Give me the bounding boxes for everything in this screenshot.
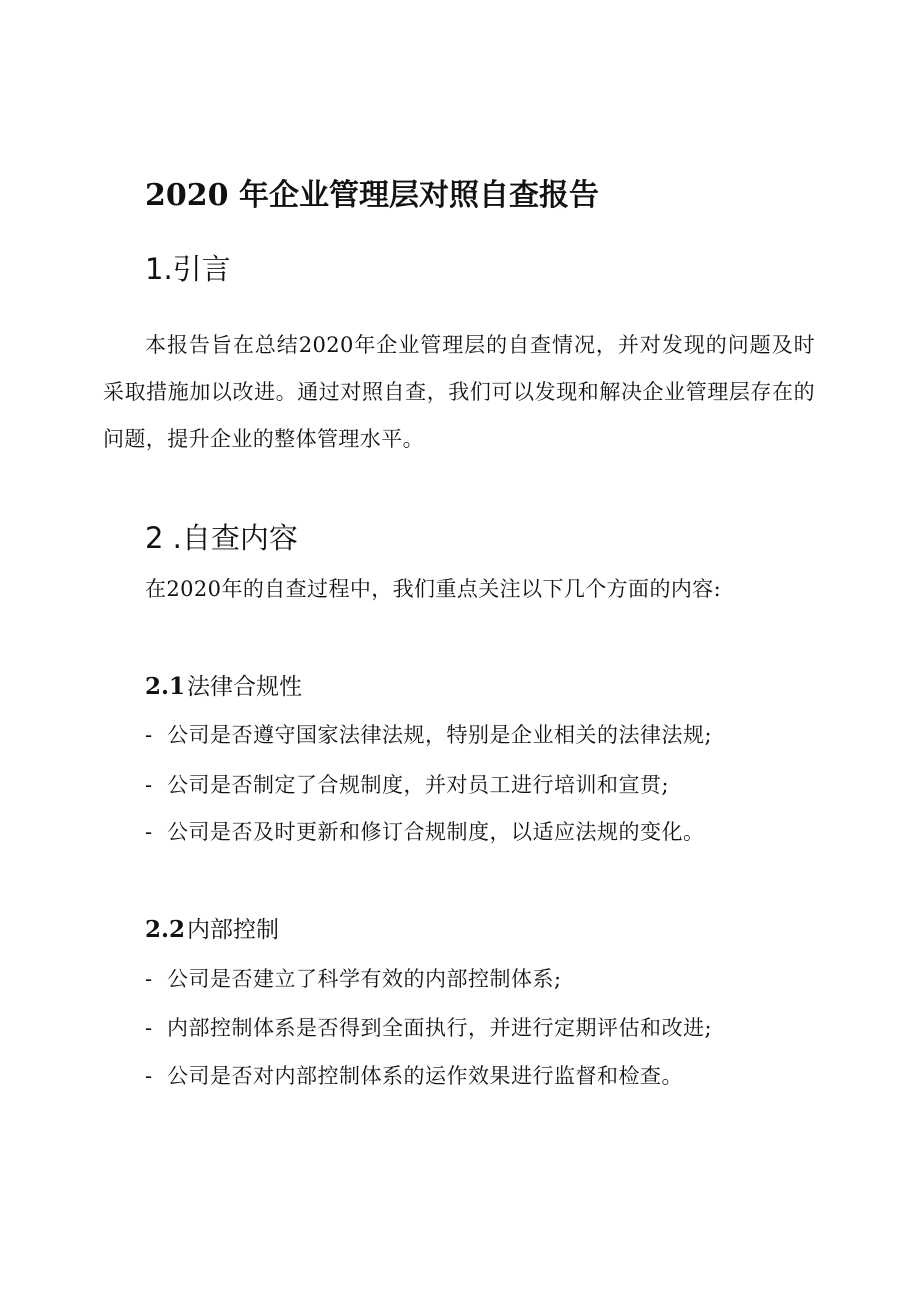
list-item — [145, 767, 669, 803]
list-item — [145, 1058, 683, 1094]
list-item-text: 公司是否遵守国家法律法规，特别是企业相关的法律法规; — [167, 723, 713, 747]
section-2-intro: 在2020年的自查过程中，我们重点关注以下几个方面的内容: — [145, 577, 722, 601]
bullet-dash: - — [145, 773, 153, 797]
list-item — [145, 717, 712, 753]
subsection-2-2-number: 2.2 — [145, 916, 186, 943]
bullet-dash: - — [145, 1016, 153, 1040]
list-item-text: 公司是否对内部控制体系的运作效果进行监督和检查。 — [167, 1064, 683, 1088]
bullet-dash: - — [145, 1064, 153, 1088]
section-1-heading: 1.引言 — [145, 252, 231, 286]
list-item-text: 公司是否建立了科学有效的内部控制体系; — [167, 967, 562, 991]
list-item — [145, 961, 562, 997]
bullet-dash: - — [145, 820, 153, 844]
subsection-2-2-heading — [145, 912, 279, 948]
list-item-text: 公司是否制定了合规制度，并对员工进行培训和宣贯; — [167, 773, 670, 797]
list-item — [145, 1010, 712, 1046]
section-2-heading: 2 .自查内容 — [145, 521, 298, 555]
subsection-2-2-label: 内部控制 — [187, 917, 279, 943]
document-title — [145, 173, 599, 219]
title-text: 年企业管理层对照自查报告 — [238, 178, 599, 213]
subsection-2-1-label: 法律合规性 — [187, 674, 302, 700]
list-item-text: 公司是否及时更新和修订合规制度，以适应法规的变化。 — [167, 820, 705, 844]
subsection-2-1-number: 2.1 — [145, 673, 186, 700]
subsection-2-1-heading — [145, 669, 302, 705]
section-1-paragraph: 本报告旨在总结2020年企业管理层的自查情况，并对发现的问题及时采取措施加以改进。通过对照自查，我们可以发现和解决企业管理层存在的问题，提升企业的整体管理水平。 — [103, 333, 815, 451]
bullet-dash: - — [145, 723, 153, 747]
list-item — [145, 814, 705, 850]
title-year: 2020 — [145, 178, 229, 213]
list-item-text: 内部控制体系是否得到全面执行，并进行定期评估和改进; — [167, 1016, 713, 1040]
bullet-dash: - — [145, 967, 153, 991]
